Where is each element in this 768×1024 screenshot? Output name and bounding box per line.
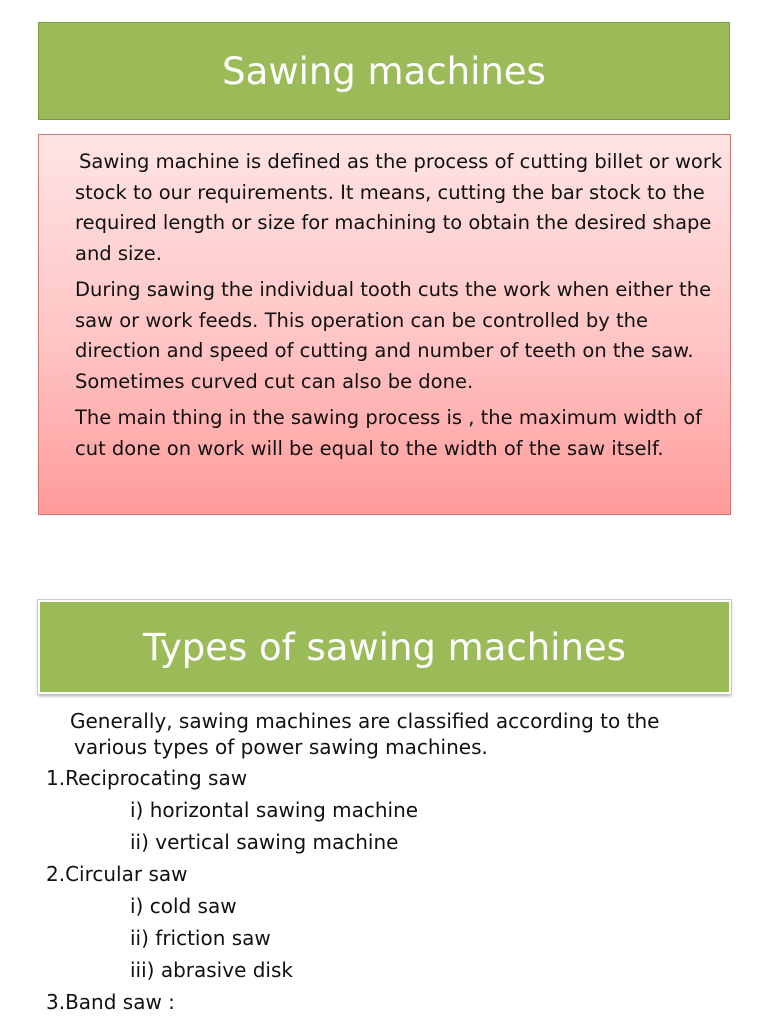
list-item: i) cold saw bbox=[130, 894, 237, 918]
list-item: iii) abrasive disk bbox=[130, 958, 293, 982]
list-item: 2.Circular saw bbox=[46, 862, 188, 886]
types-intro-line2: various types of power sawing machines. bbox=[74, 735, 488, 759]
slide-title-text: Sawing machines bbox=[222, 49, 546, 93]
types-intro-line1: Generally, sawing machines are classified according to the bbox=[70, 709, 660, 733]
list-item: ii) vertical sawing machine bbox=[130, 830, 399, 854]
list-item: ii) friction saw bbox=[130, 926, 271, 950]
list-item: 3.Band saw : bbox=[46, 990, 175, 1014]
list-item: 1.Reciprocating saw bbox=[46, 766, 248, 790]
types-intro bbox=[46, 708, 746, 760]
sawing-operation-paragraph: During sawing the individual tooth cuts the work when either the saw or work feeds. This operation can be controlled by the direction and speed of cutting and number of teeth on the saw. Sometimes curved cut can also be done. bbox=[75, 278, 712, 393]
slide-title-types bbox=[38, 600, 731, 694]
cut-width-paragraph: The main thing in the sawing process is , the maximum width of cut done on work will be equal to the width of the saw itself. bbox=[75, 406, 703, 460]
list-item: i) horizontal sawing machine bbox=[130, 798, 419, 822]
types-list bbox=[46, 708, 746, 1018]
slide-title-sawing-machines bbox=[38, 22, 730, 120]
definition-box bbox=[38, 134, 731, 515]
types-title-text: Types of sawing machines bbox=[143, 625, 626, 669]
definition-paragraph: Sawing machine is defined as the process of cutting billet or work stock to our requirements. It means, cutting the bar stock to the required length or size for machining to obtain the desired shape and size. bbox=[75, 150, 723, 265]
